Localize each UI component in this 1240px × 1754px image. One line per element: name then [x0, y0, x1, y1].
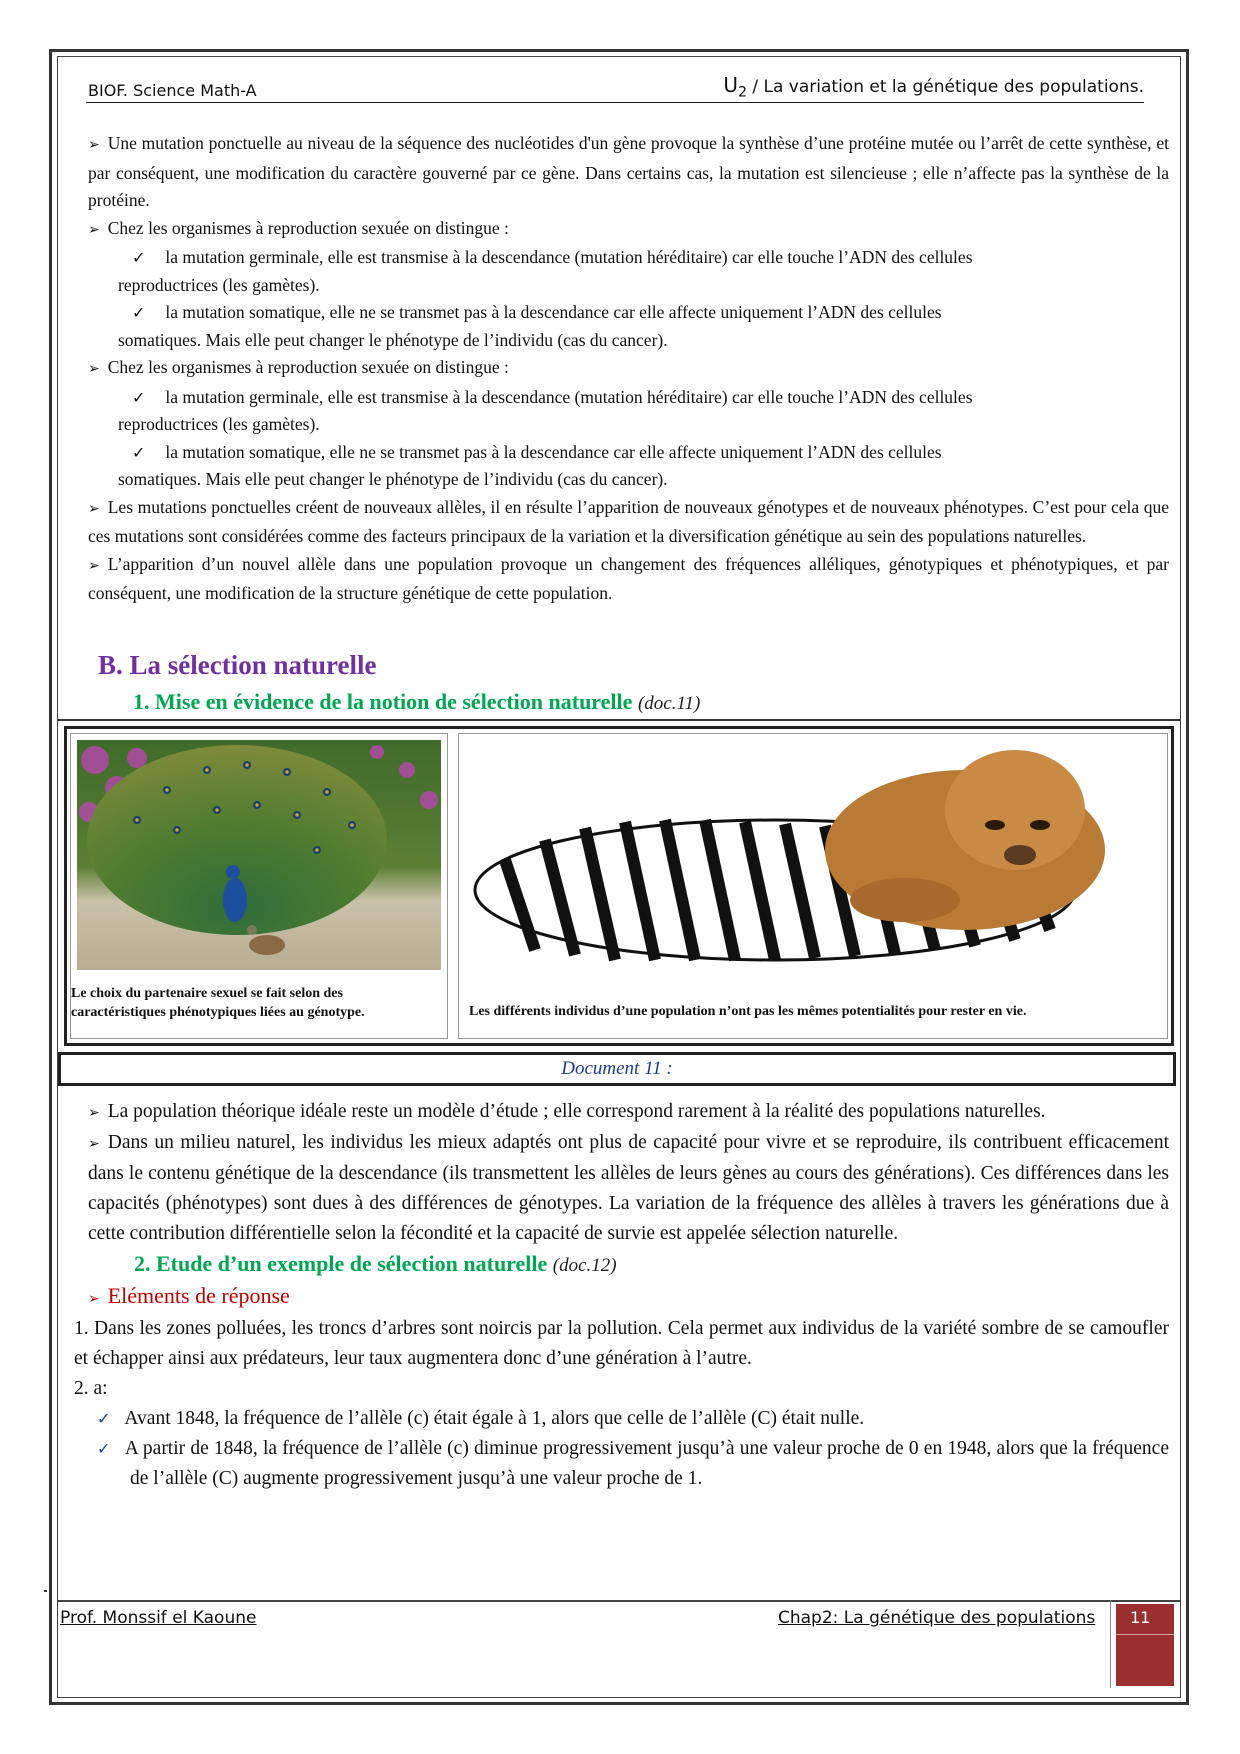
elements-heading: ➢ Eléments de réponse [88, 1283, 290, 1308]
figure-caption-lion-zebra: Les différents individus d’une population n’ont pas les mêmes potentialités pour rester en vie. [469, 1004, 1027, 1019]
arrow-bullet-icon: ➢ [88, 500, 100, 517]
page-header [86, 72, 1144, 103]
check-germinal-1: ✓ la mutation germinale, elle est transmise à la descendance (mutation héréditaire) car elle touche l’ADN des cellules [132, 247, 973, 267]
checkmark-icon: ✓ [132, 303, 146, 322]
answer-2a: 2. a: [74, 1378, 108, 1399]
checkmark-icon: ✓ [132, 387, 146, 407]
section-title-b: B. La sélection naturelle [98, 650, 377, 680]
checkmark-icon: ✓ [97, 1439, 111, 1458]
paragraph-natural-selection: ➢ Dans un milieu naturel, les individus les mieux adaptés ont plus de capacité pour vivre et se reproduire, ils contribuent efficacement dans le contenu génétique de la descendance (ils transmettent les allèles de leurs gènes au cours des générations). Ces différences dans les capacités (phénotypes) sont dues à des différences de génotypes. La variation de la fréquence des allèles à travers les générations due à cette contribution différentielle selon la fécondité et la capacité de survie est appelée sélection naturelle. [88, 1132, 1169, 1244]
paragraph-distinction-2: ➢ Chez les organismes à reproduction sexuée on distingue : [88, 357, 509, 377]
paragraph-new-alleles: ➢ Les mutations ponctuelles créent de nouveaux allèles, il en résulte l’apparition de nouveaux génotypes et de nouveaux phénotypes. C’est pour cela que ces mutations sont considérées comme des facteurs principaux de la variation et la diversification génétique au sein des populations naturelles. [88, 496, 1169, 546]
arrow-bullet-icon: ➢ [88, 1136, 100, 1152]
check-germinal-1-cont: reproductrices (les gamètes). [118, 274, 320, 295]
arrow-bullet-icon: ➢ [88, 557, 100, 574]
check-somatic-2-cont: somatiques. Mais elle peut changer le phénotype de l’individu (cas du cancer). [118, 469, 668, 489]
paragraph-mutation: ➢ Une mutation ponctuelle au niveau de la séquence des nucléotides d'un gène provoque la synthèse d’une protéine mutée ou l’arrêt de cette synthèse, et par conséquent, une modification du caractère gouverné par ce gène. Dans certains cas, la mutation est silencieuse ; elle n’affecte pas la synthèse de la protéine. [88, 133, 1169, 210]
arrow-bullet-icon: ➢ [88, 137, 100, 153]
figure-lion-zebra [458, 733, 1168, 1039]
peacock-image [77, 740, 441, 970]
check-somatic-2: ✓ la mutation somatique, elle ne se transmet pas à la descendance car elle affecte uniquement l’ADN des cellules [132, 441, 942, 462]
doc-reference: (doc.12) [552, 1255, 617, 1276]
page-number: 11 [1130, 1608, 1151, 1627]
subsection-title-1: 1. Mise en évidence de la notion de sélection naturelle (doc.11) [133, 689, 701, 714]
header-right: $U_2$ / La variation et la génétique des populations. [723, 72, 1144, 100]
arrow-bullet-icon: ➢ [88, 1291, 100, 1307]
document-label: Document 11 : [58, 1052, 1176, 1086]
divider [57, 719, 1181, 721]
check-germinal-2-cont: reproductrices (les gamètes). [118, 414, 320, 434]
checkmark-icon: ✓ [132, 442, 146, 462]
page-number-divider [1116, 1634, 1174, 1635]
header-left: BIOF. Science Math-A [88, 81, 257, 100]
subsection-title-2: 2. Etude d’un exemple de sélection naturelle (doc.12) [134, 1251, 617, 1276]
arrow-bullet-icon: ➢ [88, 361, 100, 377]
footer-vertical-divider [1110, 1600, 1111, 1688]
margin-mark [44, 1590, 47, 1592]
content-bottom [74, 1097, 1169, 1494]
content-top [74, 130, 1169, 608]
checkmark-icon: ✓ [97, 1409, 111, 1428]
footer-author: Prof. Monssif el Kaoune [60, 1608, 257, 1628]
footer-divider [57, 1600, 1181, 1602]
check-germinal-2: ✓ la mutation germinale, elle est transmise à la descendance (mutation héréditaire) car elle touche l’ADN des cellules [132, 386, 973, 407]
figure-caption-peacock: Le choix du partenaire sexuel se fait selon des caractéristiques phénotypiques liées au génotype. [71, 986, 365, 1020]
paragraph-ideal-population: ➢ La population théorique idéale reste un modèle d’étude ; elle correspond rarement à la réalité des populations naturelles. [88, 1101, 1046, 1122]
lion-zebra-image [465, 740, 1163, 980]
doc-reference: (doc.11) [637, 693, 701, 714]
footer-chapter: Chap2: La génétique des populations [778, 1608, 1096, 1628]
check-after-1848: ✓ A partir de 1848, la fréquence de l’allèle (c) diminue progressivement jusqu’à une valeur proche de 0 en 1948, alors que la fréquence de l’allèle (C) augmente progressivement jusqu’à une valeur proche de 1. [97, 1438, 1169, 1489]
check-somatic-1-cont: somatiques. Mais elle peut changer le phénotype de l’individu (cas du cancer). [118, 329, 668, 350]
figure-peacock [70, 733, 448, 1039]
paragraph-distinction-1: ➢ Chez les organismes à reproduction sexuée on distingue : [88, 217, 509, 238]
check-somatic-1: ✓ la mutation somatique, elle ne se transmet pas à la descendance car elle affecte uniquement l’ADN des cellules [132, 302, 942, 322]
answer-1: 1. Dans les zones polluées, les troncs d’arbres sont noircis par la pollution. Cela permet aux individus de la variété sombre de se camoufler et échapper ainsi aux prédateurs, leur taux augmentera donc d’une génération à l’autre. [74, 1318, 1169, 1369]
arrow-bullet-icon: ➢ [88, 221, 100, 238]
check-before-1848: ✓ Avant 1848, la fréquence de l’allèle (c) était égale à 1, alors que celle de l’allèle (C) était nulle. [97, 1408, 865, 1429]
arrow-bullet-icon: ➢ [88, 1105, 100, 1121]
paragraph-allele-frequency: ➢ L’apparition d’un nouvel allèle dans une population provoque un changement des fréquences alléliques, génotypiques et phénotypiques, et par conséquent, une modification de la structure génétique de cette population. [88, 553, 1169, 603]
checkmark-icon: ✓ [132, 248, 146, 267]
